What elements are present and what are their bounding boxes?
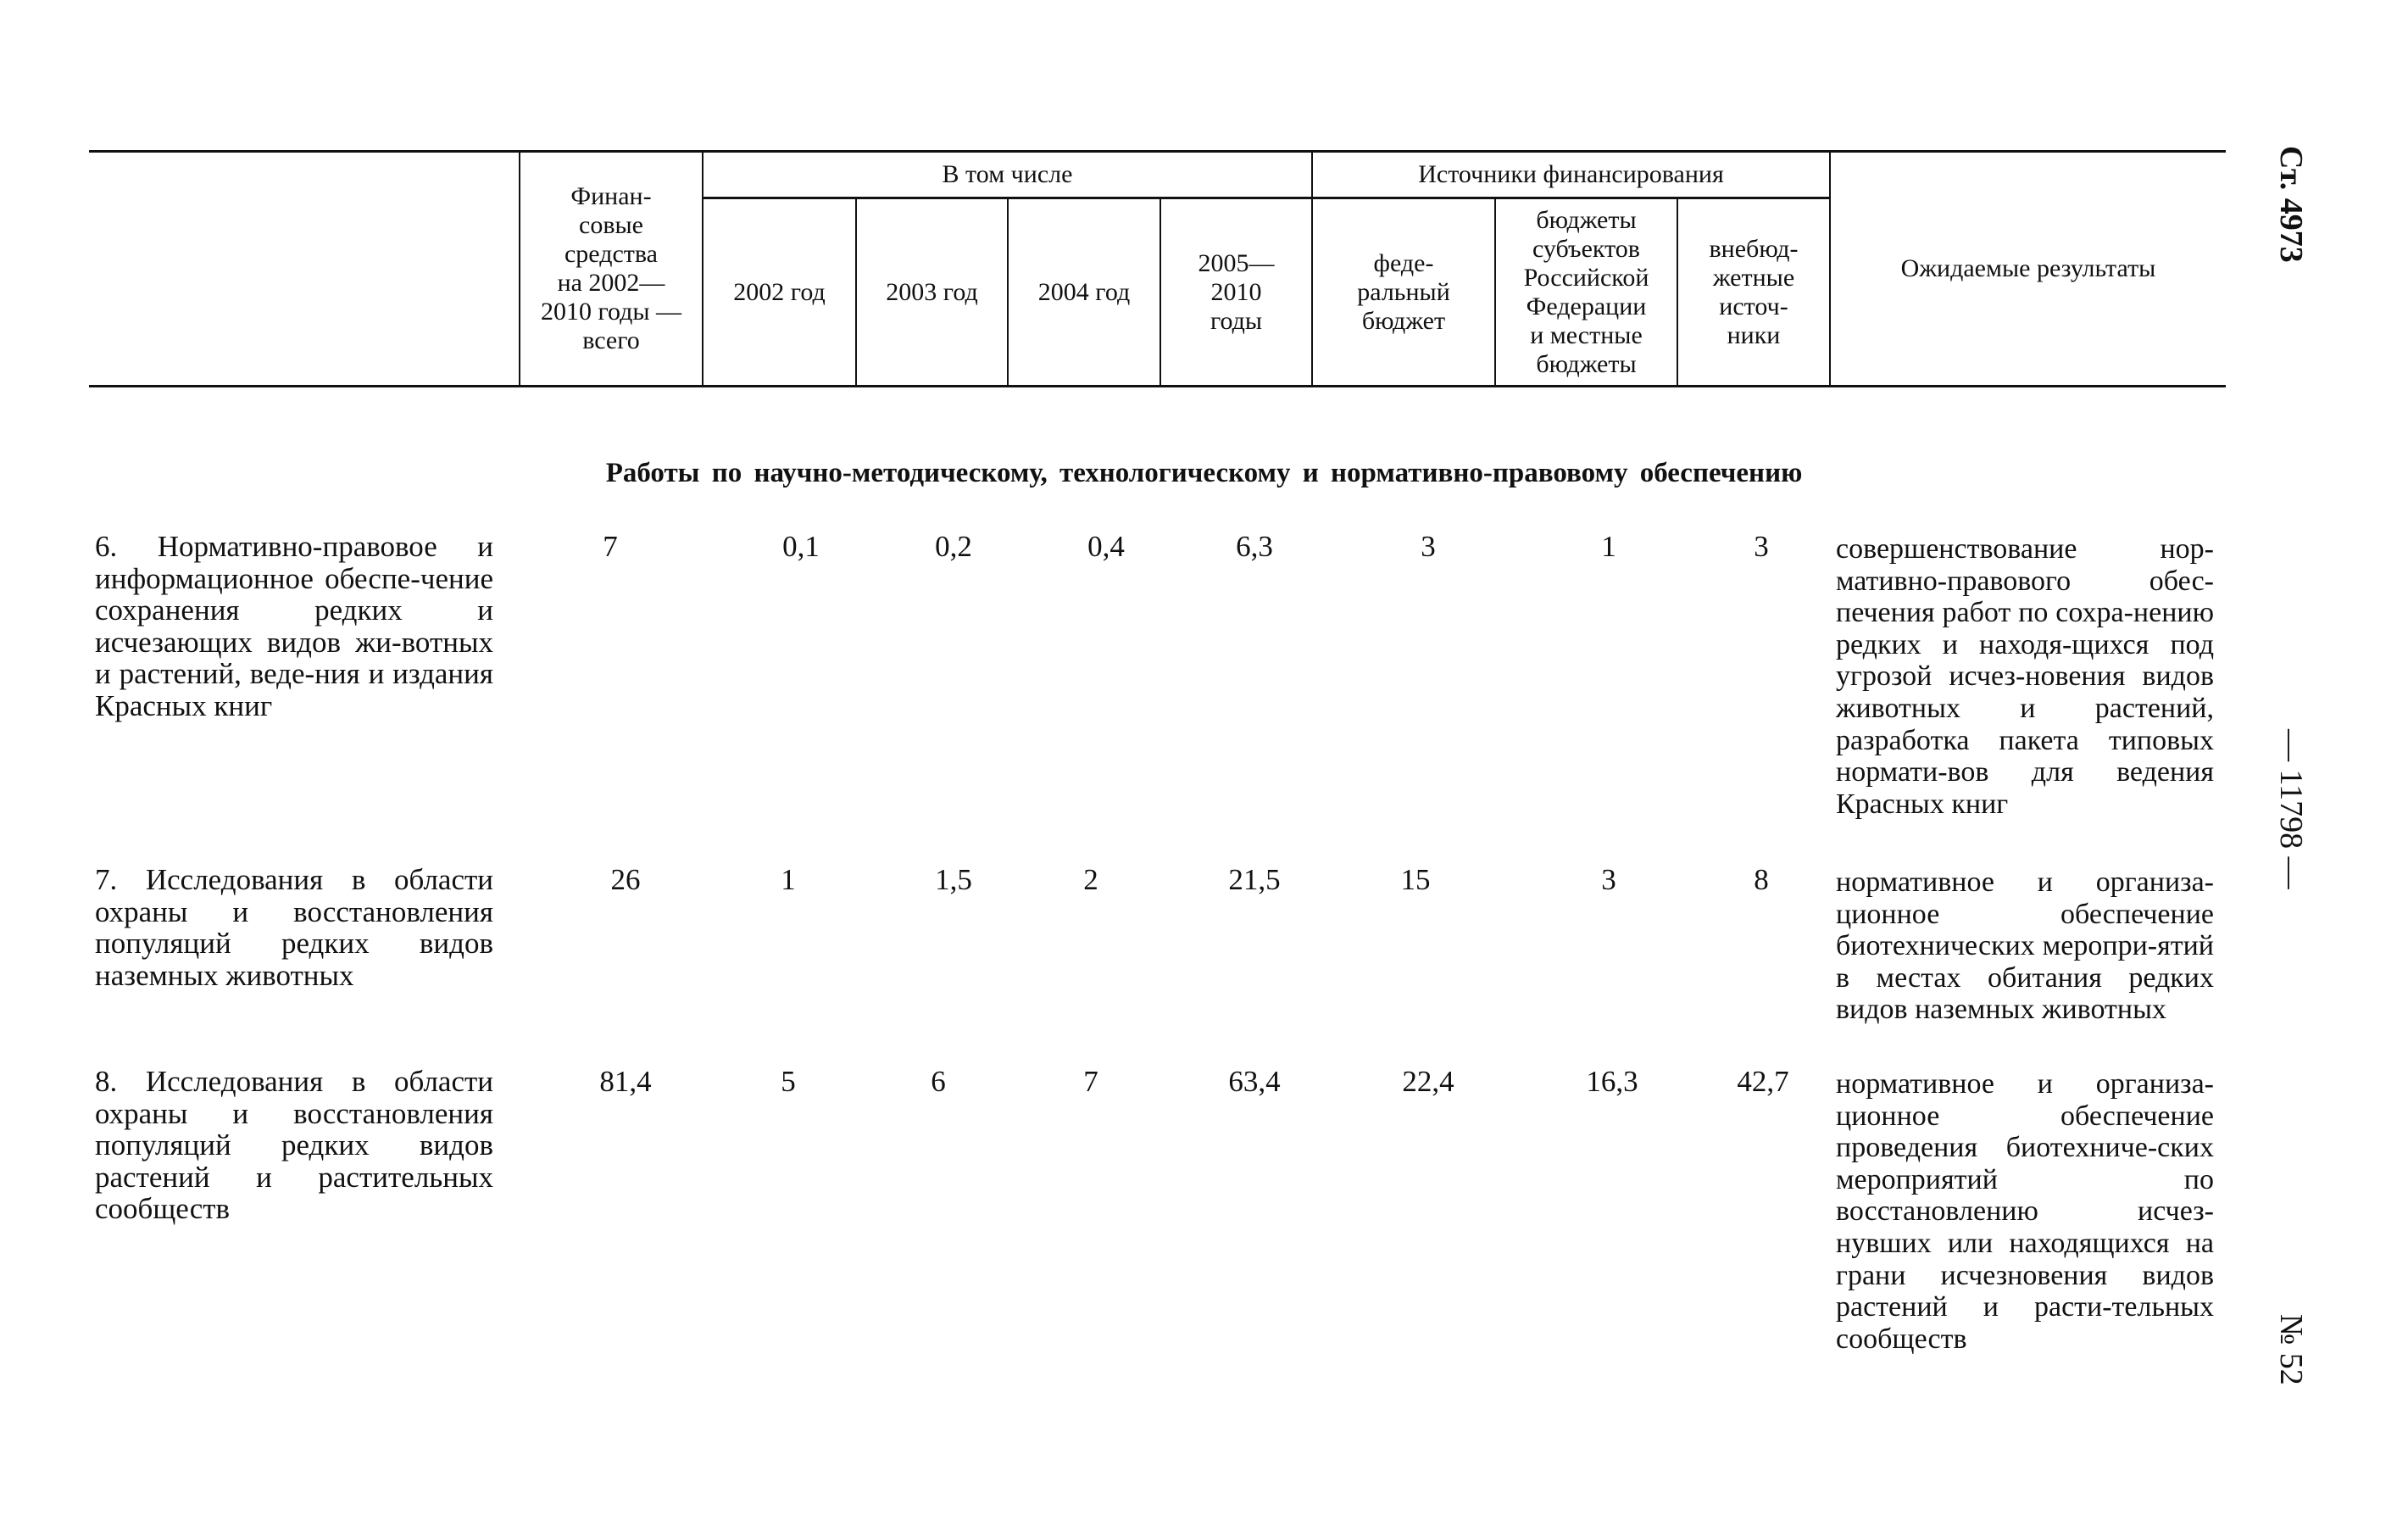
cell-federal: 15 xyxy=(1400,863,1431,896)
cell-2003: 1,5 xyxy=(935,863,972,896)
cell-total: 81,4 xyxy=(599,1065,652,1098)
cell-federal: 22,4 xyxy=(1402,1065,1454,1098)
header-year-2002: 2002 год xyxy=(733,277,826,306)
cell-2002: 0,1 xyxy=(782,530,820,563)
header-including: В том числе xyxy=(942,160,1073,188)
cell-2005-2010: 6,3 xyxy=(1236,530,1273,563)
row-name: 6. Нормативно-правовое и информационное обеспе-чение сохранения редких и исчезающих видов жи-вотных и растений, веде-ния и издания Красных книг xyxy=(95,530,493,722)
header-sources: Источники финансирования xyxy=(1418,160,1724,188)
cell-total: 7 xyxy=(603,530,618,563)
cell-federal: 3 xyxy=(1421,530,1436,563)
cell-extrabudget: 8 xyxy=(1754,863,1769,896)
cell-2004: 0,4 xyxy=(1087,530,1125,563)
cell-extrabudget: 3 xyxy=(1754,530,1769,563)
header-regional: бюджеты субъектов Российской Федерации и местные бюджеты xyxy=(1523,205,1649,378)
header-federal: феде- ральный бюджет xyxy=(1357,248,1450,335)
issue-number: № 52 xyxy=(2273,1314,2309,1385)
header-total: Финан- совые средства на 2002— 2010 годы — всего xyxy=(540,182,682,354)
cell-2004: 7 xyxy=(1083,1065,1098,1098)
page-number: — 11798 — xyxy=(2273,729,2309,889)
row-result: нормативное и организа-ционное обеспечение проведения биотехниче-ских мероприятий по восстановлению исчез-нувших или находящихся на грани исчезновения видов растений и расти-тельных сообществ xyxy=(1836,1068,2214,1355)
cell-2003: 0,2 xyxy=(935,530,972,563)
cell-total: 26 xyxy=(610,863,641,896)
cell-2004: 2 xyxy=(1083,863,1098,896)
row-name: 8. Исследования в области охраны и восстановления популяций редких видов растений и растительных сообществ xyxy=(95,1065,493,1226)
header-extrabudget: внебюд- жетные источ- ники xyxy=(1709,234,1799,349)
cell-2002: 1 xyxy=(781,863,796,896)
cell-extrabudget: 42,7 xyxy=(1737,1065,1789,1098)
header-year-2003: 2003 год xyxy=(886,277,978,306)
header-year-2005-2010: 2005— 2010 годы xyxy=(1198,248,1275,335)
cell-2005-2010: 21,5 xyxy=(1228,863,1281,896)
row-name: 7. Исследования в области охраны и восстановления популяций редких видов наземных животных xyxy=(95,863,493,992)
cell-2005-2010: 63,4 xyxy=(1228,1065,1281,1098)
article-number: Ст. 4973 xyxy=(2273,146,2309,263)
cell-regional: 3 xyxy=(1601,863,1616,896)
header-bottom-rule xyxy=(89,385,2226,387)
header-results: Ожидаемые результаты xyxy=(1900,254,2156,282)
row-result: нормативное и организа-ционное обеспечение биотехнических меропри-ятий в местах обитания редких видов наземных животных xyxy=(1836,866,2214,1026)
cell-2003: 6 xyxy=(931,1065,946,1098)
cell-2002: 5 xyxy=(781,1065,796,1098)
cell-regional: 1 xyxy=(1601,530,1616,563)
section-title: Работы по научно-методическому, технологическому и нормативно-правовому обеспечению xyxy=(605,458,1803,488)
row-result: совершенствование нор-мативно-правового обес-печения работ по сохра-нению редких и находя-щихся под угрозой исчез-новения видов животных и растений, разработка пакета типовых нормати-вов для ведения Красных книг xyxy=(1836,533,2214,820)
cell-regional: 16,3 xyxy=(1586,1065,1638,1098)
header-year-2004: 2004 год xyxy=(1037,277,1131,306)
